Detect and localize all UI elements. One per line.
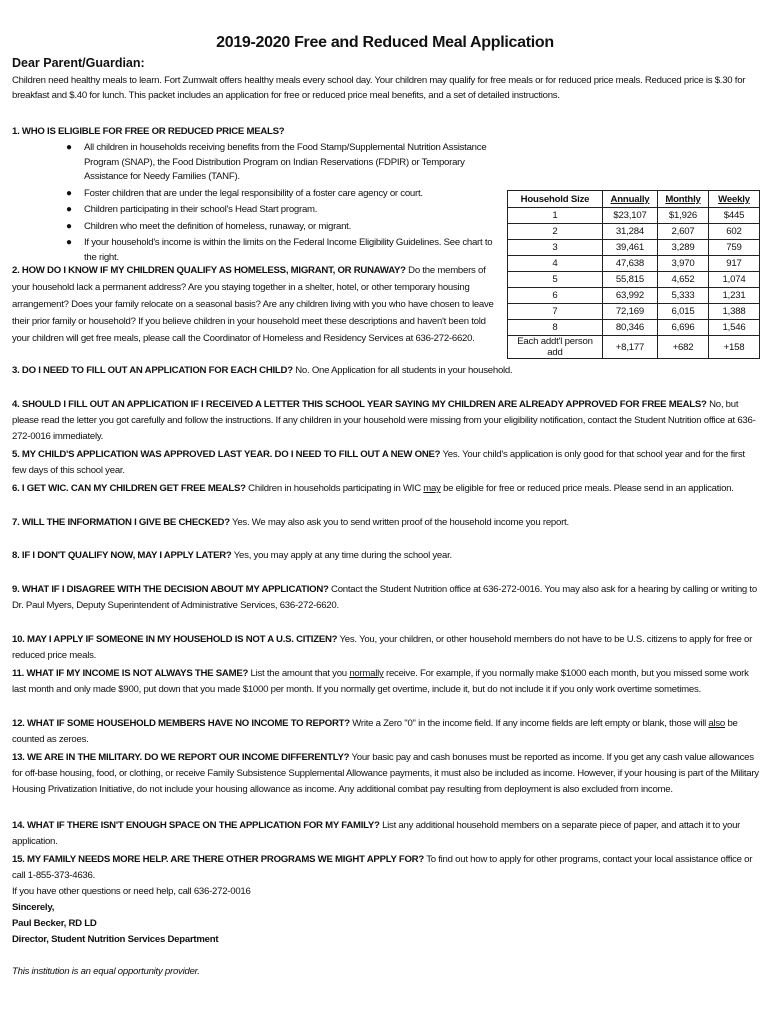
q4-paragraph: 4. SHOULD I FILL OUT AN APPLICATION IF I RECEIVED A LETTER THIS SCHOOL YEAR SAYING MY CHILDREN ARE ALREADY APPROVED FOR FREE MEALS? No, but please read the letter you got carefully and follow the instructions. If any children in your household were missing from your eligibility notification, contact the Student Nutrition office at 636-272-0016 immediately. [12,399,756,442]
help-line: If you have other questions or need help, call 636-272-0016 [12,886,251,897]
q7-paragraph: 7. WILL THE INFORMATION I GIVE BE CHECKED? Yes. We may also ask you to send written proof of the household income you report. [12,517,569,528]
q13-paragraph: 13. WE ARE IN THE MILITARY. DO WE REPORT OUR INCOME DIFFERENTLY? Your basic pay and cash bonuses must be reported as income. If you get any cash value allowances for off-base housing, food, or clothing, or receive Family Subsistence Supplemental Allowance payments, it must also be included as income. However, if your housing is part of the Military Housing Privatization Initiative, do not include your housing allowance as income. Any additional combat pay resulting from deployment is also excluded from income. [12,752,759,795]
table-row: 7 72,169 6,015 1,388 [508,304,760,320]
bullet-icon: ● [66,237,72,248]
header-household-size: Household Size [508,191,603,208]
document-title: 2019-2020 Free and Reduced Meal Application [216,34,554,51]
table-row: 1 $23,107 $1,926 $445 [508,208,760,224]
signer-name: Paul Becker, RD LD [12,918,97,929]
bullet-icon: ● [66,204,72,215]
table-row: Each addt'l person add +8,177 +682 +158 [508,336,760,359]
q15-paragraph: 15. MY FAMILY NEEDS MORE HELP. ARE THERE OTHER PROGRAMS WE MIGHT APPLY FOR? To find out how to apply for other programs, contact your local assistance office or call 1-855-373-4636. [12,854,753,881]
intro-paragraph: Children need healthy meals to learn. Fort Zumwalt offers healthy meals every school day. Your children may qualify for free meals or for reduced price meals. Reduced price is $.30 for breakfast and $.40 for lunch. This packet includes an application for free or reduced price meal benefits, and a set of detailed instructions. [12,75,746,101]
table-row: 5 55,815 4,652 1,074 [508,272,760,288]
q14-paragraph: 14. WHAT IF THERE ISN'T ENOUGH SPACE ON THE APPLICATION FOR MY FAMILY? List any additional household members on a separate piece of paper, and attach it to your application. [12,820,741,847]
q3-paragraph: 3. DO I NEED TO FILL OUT AN APPLICATION FOR EACH CHILD? No. One Application for all students in your household. [12,365,513,376]
header-monthly: Monthly [658,191,709,208]
list-item: ● Foster children that are under the legal responsibility of a foster care agency or court. [66,187,506,202]
q5-paragraph: 5. MY CHILD'S APPLICATION WAS APPROVED LAST YEAR. DO I NEED TO FILL OUT A NEW ONE? Yes. Your child's application is only good for that school year and for the first few days of this school year. [12,449,745,476]
list-item: ● If your household's income is within the limits on the Federal Income Eligibility Guidelines. See chart to the right. [66,237,493,263]
q1-heading: 1. WHO IS ELIGIBLE FOR FREE OR REDUCED PRICE MEALS? [12,126,285,137]
table-row: 3 39,461 3,289 759 [508,240,760,256]
q12-paragraph: 12. WHAT IF SOME HOUSEHOLD MEMBERS HAVE NO INCOME TO REPORT? Write a Zero "0" in the income field. If any income fields are left empty or blank, those will also be counted as zeroes. [12,718,738,745]
greeting: Dear Parent/Guardian: [12,56,145,70]
table-row: 6 63,992 5,333 1,231 [508,288,760,304]
bullet-icon: ● [66,220,72,232]
table-header-row [508,191,760,208]
list-item: ● Children who meet the definition of homeless, runaway, or migrant. [66,220,506,235]
income-guidelines-table [507,190,760,359]
q6-paragraph: 6. I GET WIC. CAN MY CHILDREN GET FREE MEALS? Children in households participating in WIC may be eligible for free or reduced price meals. Please send in an application. [12,483,734,494]
table-row: 8 80,346 6,696 1,546 [508,320,760,336]
q9-paragraph: 9. WHAT IF I DISAGREE WITH THE DECISION ABOUT MY APPLICATION? Contact the Student Nutrition office at 636-272-0016. You may also ask for a hearing by calling or writing to Dr. Paul Myers, Deputy Superintendent of Administrative Services, 636-272-6620. [12,584,757,611]
q8-paragraph: 8. IF I DON'T QUALIFY NOW, MAY I APPLY LATER? Yes, you may apply at any time during the school year. [12,550,452,561]
q10-paragraph: 10. MAY I APPLY IF SOMEONE IN MY HOUSEHOLD IS NOT A U.S. CITIZEN? Yes. You, your children, or other household members do not have to be U.S. citizens to apply for free or reduced price meals. [12,634,753,661]
bullet-icon: ● [66,142,72,153]
header-weekly: Weekly [709,191,760,208]
q2-paragraph: 2. HOW DO I KNOW IF MY CHILDREN QUALIFY AS HOMELESS, MIGRANT, OR RUNAWAY? Do the members of your household lack a permanent address? Are you staying together in a shelter, hotel, or other temporary housing arrangement? Does your family relocate on a seasonal basis? Are any children living with you who have chosen to leave their prior family or household? If you believe children in your household meet these descriptions and haven't been told your children will get free meals, please call the Coordinator of Homeless and Residency Services at 636-272-6620. [12,265,494,344]
q11-paragraph: 11. WHAT IF MY INCOME IS NOT ALWAYS THE SAME? List the amount that you normally receive. For example, if you normally make $1000 each month, but you missed some work last month and only made $900, put down that you made $1000 per month. If you normally get overtime, include it, but do not include it if you only work overtime sometimes. [12,668,749,695]
bullet-icon: ● [66,187,72,199]
table-row: 2 31,284 2,607 602 [508,224,760,240]
sincerely: Sincerely, [12,902,55,913]
signer-role: Director, Student Nutrition Services Department [12,934,219,945]
header-annually: Annually [603,191,658,208]
table-row: 4 47,638 3,970 917 [508,256,760,272]
closing-block [12,884,251,948]
list-item: ● All children in households receiving benefits from the Food Stamp/Supplemental Nutrition Assistance Program (SNAP), the Food Distribution Program on Indian Reservations (FDPIR) or Temporary Assistance for Needy Families (TANF). [66,142,487,182]
equal-opportunity-statement: This institution is an equal opportunity provider. [12,966,200,977]
list-item: ● Children participating in their school's Head Start program. [66,203,506,218]
eligibility-list [66,141,506,267]
